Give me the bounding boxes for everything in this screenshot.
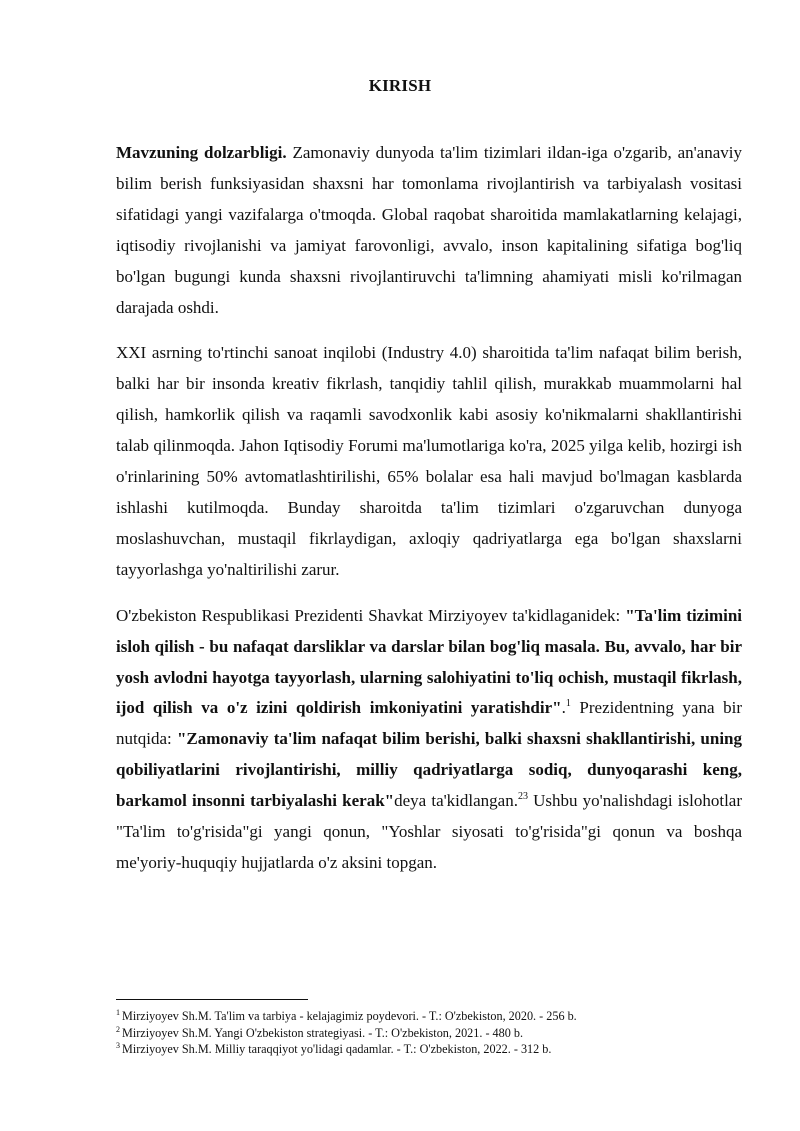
page-title: KIRISH — [368, 76, 432, 95]
quote-middle: Prezidentning yana bir nutqida: — [116, 698, 742, 749]
document-body — [116, 138, 742, 894]
footnote-ref-23[interactable]: 23 — [517, 791, 528, 803]
footnote-mark: 3 — [116, 1041, 120, 1050]
quote-1-punctuation: . — [561, 698, 566, 718]
footnote-ref-1[interactable]: 1 — [565, 698, 571, 710]
footnote-text: Mirziyoyev Sh.M. Milliy taraqqiyot yo'lidagi qadamlar. - T.: O'zbekiston, 2022. - 312 b. — [122, 1042, 552, 1056]
footnotes — [116, 1008, 742, 1058]
footnote-text: Mirziyoyev Sh.M. Yangi O'zbekiston strategiyasi. - T.: O'zbekiston, 2021. - 480 b. — [122, 1025, 524, 1040]
paragraph-industry: XXI asrning to'rtinchi sanoat inqilobi (Industry 4.0) sharoitida ta'lim nafaqat bilim berish, balki har bir insonda kreativ fikrlash, tanqidiy tahlil qilish, murakkab muammolarni hal qilish, hamkorlik qilish va raqamli savodxonlik kabi asosiy ko'nikmalarni shakllantirishi talab qilinmoqda. Jahon Iqtisodiy Forumi ma'lumotlariga ko'ra, 2025 yilga kelib, hozirgi ish o'rinlarining 50% avtomatlashtirilishi, 65% bolalar esa hali mavjud bo'lmagan kasblarda ishlashi kutilmoqda. Bunday sharoitda ta'lim tizimlari o'zgaruvchan dunyoga moslashuvchan, mustaqil fikrlaydigan, axloqiy qadriyatlarga ega bo'lgan shaxslarni tayyorlashga yo'naltirilishi zarur. — [116, 343, 742, 579]
paragraph-ending: Ushbu yo'nalishdagi islohotlar "Ta'lim to'g'risida"gi yangi qonun, "Yoshlar siyosati to'g'risida"gi qonun va boshqa me'yoriy-huquqiy hujjatlarda o'z aksini topgan. — [116, 791, 742, 872]
president-quote-2: "Zamonaviy ta'lim nafaqat bilim berishi, balki shaxsni shakllantirishi, uning qobiliyatlarini rivojlantirishi, milliy qadriyatlarga sodiq, dunyoqarashi keng, barkamol insonni tarbiyalashi kerak" — [116, 729, 742, 811]
paragraph-lead: Mavzuning dolzarbligi. — [116, 143, 287, 162]
footnote-mark: 1 — [116, 1008, 120, 1017]
footnote-mark: 2 — [116, 1024, 120, 1034]
footnote-divider — [116, 999, 308, 1000]
footnote-text: Mirziyoyev Sh.M. Ta'lim va tarbiya - kelajagimiz poydevori. - T.: O'zbekiston, 2020. - 256 b. — [122, 1009, 577, 1023]
paragraph-text: Zamonaviy dunyoda ta'lim tizimlari ildan-iga o'zgarib, an'anaviy bilim berish funksiyasidan shaxsni har tomonlama rivojlantirish va tarbiyalash vositasi sifatidagi yangi vazifalarga o'tmoqda. Global raqobat sharoitida mamlakatlarning kelajagi, iqtisodiy rivojlanishi va jamiyat farovonligi, avvalo, inson kapitalining sifatiga bog'liq bo'lgan bugungi kunda shaxsni rivojlantiruvchi ta'limning ahamiyati misli ko'rilmagan darajada oshdi. — [116, 143, 742, 317]
footnote-2 — [116, 1025, 742, 1042]
footnote-3 — [116, 1041, 742, 1058]
president-quote-1: "Ta'lim tizimini isloh qilish - bu nafaqat darsliklar va darslar bilan bog'liq masala. Bu, avvalo, har bir yosh avlodni hayotga tayyorlash, ularning salohiyatini to'liq ochish, mustaqil fikrlash, ijod qilish va o'z izini qoldirish imkoniyatini yaratishdir" — [116, 605, 743, 718]
quote-2-attribution: deya ta'kidlangan. — [394, 791, 518, 811]
paragraph-president-quotes — [116, 601, 742, 879]
footnote-1 — [116, 1008, 742, 1025]
quote-intro: O'zbekiston Respublikasi Prezidenti Shavkat Mirziyoyev ta'kidlaganidek: — [116, 605, 626, 625]
paragraph-relevance — [116, 138, 742, 323]
